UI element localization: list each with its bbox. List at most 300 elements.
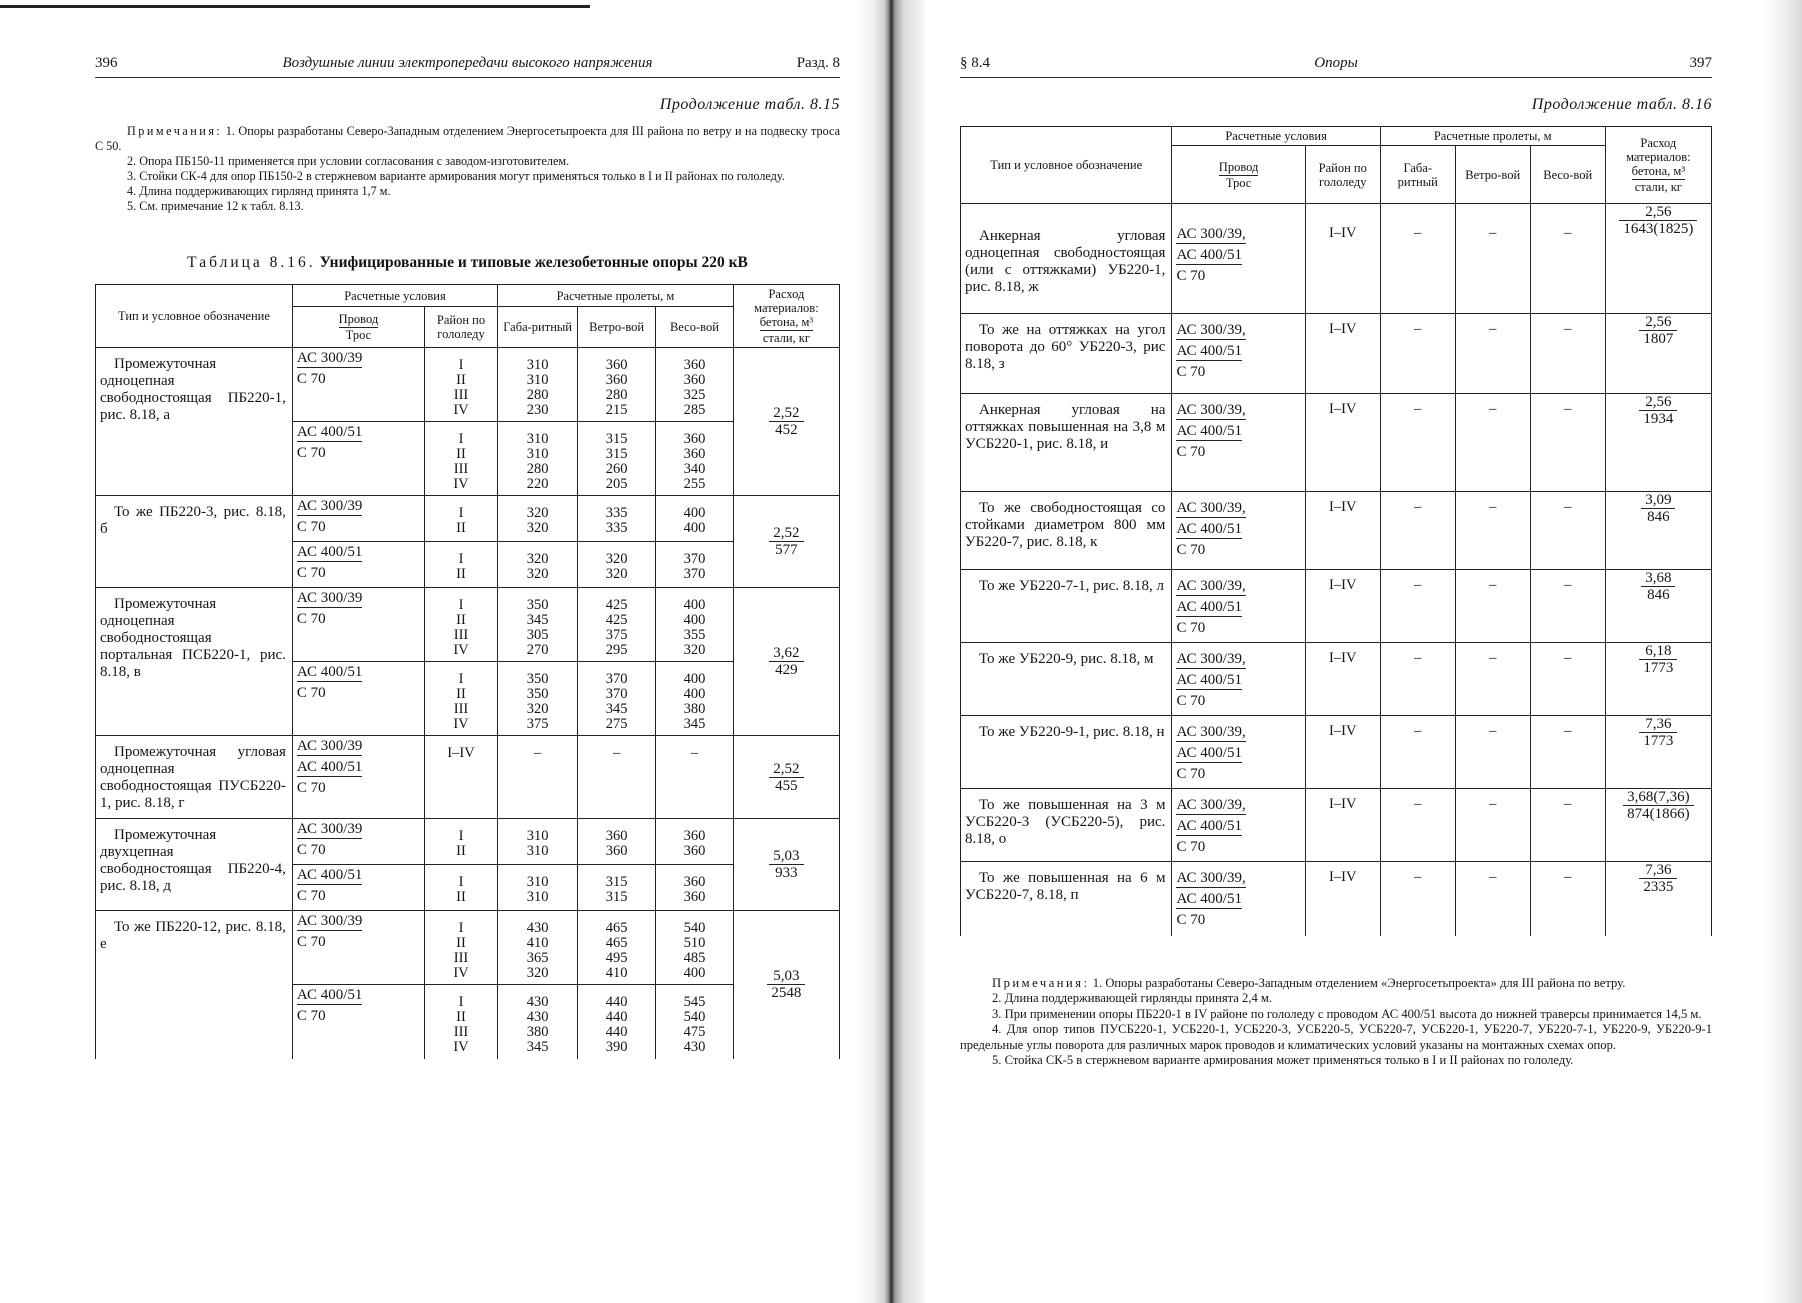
materials xyxy=(733,911,839,1059)
gabarit-span-value: 310 xyxy=(526,843,549,859)
ice-region-value: I xyxy=(458,357,464,373)
wire-line: АС 300/39 xyxy=(296,498,363,514)
weight-span-value: 485 xyxy=(683,950,706,966)
gabarit-span-value: 280 xyxy=(526,387,549,403)
weight-span-value: 325 xyxy=(683,387,706,403)
ice-region xyxy=(424,865,497,911)
gabarit-span-value: 220 xyxy=(526,476,549,492)
ice-region-value: III xyxy=(453,387,469,403)
materials xyxy=(1605,314,1711,394)
steel-value: 933 xyxy=(775,865,798,881)
left-continuation-label: Продолжение табл. 8.15 xyxy=(659,96,840,113)
support-type-text: То же свободностоящая со стойками диаметром 800 мм УБ220-7, рис. 8.18, к xyxy=(965,500,1166,550)
note-5: 5. См. примечание 12 к табл. 8.13. xyxy=(127,199,304,213)
weight-span xyxy=(656,819,734,865)
steel-value: 846 xyxy=(1647,509,1670,525)
wind-span-value: 440 xyxy=(605,1009,628,1025)
ice-region-value: I xyxy=(458,920,464,936)
materials xyxy=(1605,716,1711,789)
right-section-label: § 8.4 xyxy=(960,55,990,71)
wire-cable xyxy=(1172,204,1305,314)
weight-span-value: 360 xyxy=(683,372,706,388)
support-type xyxy=(961,204,1172,314)
r-header-wind: Ветро-вой xyxy=(1455,146,1530,204)
note-1: 1. Опоры разработаны Северо-Западным отделением Энергосетьпроекта для III района по ветру и на подвеску троса С 50. xyxy=(95,124,840,153)
steel-value: 2548 xyxy=(771,985,802,1002)
wire-cable xyxy=(292,911,424,985)
wire-line: АС 300/39, xyxy=(1176,322,1246,338)
support-type-text: Промежуточная угловая одноцепная свободностоящая ПУСБ220-1, рис. 8.18, г xyxy=(100,744,286,811)
support-type xyxy=(96,911,293,1059)
gabarit-span-value: – xyxy=(534,745,542,761)
ice-region-value: I xyxy=(458,431,464,447)
weight-span xyxy=(656,985,734,1059)
ice-region-value: II xyxy=(456,520,466,536)
ice-region-value: I–IV xyxy=(1329,321,1357,337)
ice-region xyxy=(1305,862,1380,936)
weight-span-value: 400 xyxy=(683,505,706,521)
wire-line: АС 400/51 xyxy=(1176,818,1242,834)
page-edge-shadow xyxy=(1762,0,1802,1303)
support-type xyxy=(961,789,1172,862)
wind-span-value: 275 xyxy=(605,716,628,732)
support-type-text: Промежуточная двухцепная свободностоящая ПБ220-4, рис. 8.18, д xyxy=(100,827,286,894)
wind-span-value: 205 xyxy=(605,476,628,492)
wind-span-value: 370 xyxy=(605,686,628,702)
ice-region-value: I–IV xyxy=(1329,723,1357,739)
wire-cable xyxy=(1172,789,1305,862)
right-notes xyxy=(960,976,1712,1069)
notes-label: Примечания: xyxy=(127,124,223,138)
weight-span-value: 540 xyxy=(683,1009,706,1025)
weight-span-value: 400 xyxy=(683,597,706,613)
gabarit-span-value: 430 xyxy=(526,1009,549,1025)
wire-line: АС 400/51 xyxy=(1176,599,1242,615)
wire-line: АС 400/51 xyxy=(1176,745,1242,761)
ice-region-value: I xyxy=(458,828,464,844)
dash-value: – xyxy=(1564,869,1572,885)
span-dash xyxy=(1380,394,1455,492)
gabarit-span xyxy=(498,348,578,422)
wire-line: АС 300/39 xyxy=(296,913,363,929)
ice-region-value: I–IV xyxy=(1329,650,1357,666)
gabarit-span-value: 310 xyxy=(526,372,549,388)
support-type xyxy=(961,643,1172,716)
table-row xyxy=(96,819,840,865)
wire-line: АС 400/51 xyxy=(296,867,363,883)
wire-line: АС 400/51 xyxy=(1176,343,1242,359)
dash-value: – xyxy=(1489,577,1497,593)
r-note-2: 2. Длина поддерживающей гирлянды принята 2,4 м. xyxy=(992,991,1273,1005)
dash-value: – xyxy=(1564,225,1572,241)
materials xyxy=(733,348,839,496)
dash-value: – xyxy=(1414,723,1422,739)
dash-value: – xyxy=(1564,321,1572,337)
ice-region-value: I xyxy=(458,874,464,890)
table-label: Таблица 8.16. xyxy=(187,254,316,271)
ice-region-value: III xyxy=(453,627,469,643)
wire-line: АС 400/51 xyxy=(1176,891,1242,907)
span-dash xyxy=(1380,789,1455,862)
weight-span-value: 510 xyxy=(683,935,706,951)
steel-value: 577 xyxy=(775,542,798,558)
wind-span-value: 360 xyxy=(605,843,628,859)
concrete-value: 2,52 xyxy=(769,525,803,542)
left-notes xyxy=(95,124,840,214)
wind-span xyxy=(578,865,656,911)
ice-region-value: I–IV xyxy=(1329,401,1357,417)
span-dash xyxy=(1455,789,1530,862)
wind-span xyxy=(578,422,656,496)
wire-cable xyxy=(292,865,424,911)
note-3: 3. Стойки СК-4 для опор ПБ150-2 в стержневом варианте армирования могут применяться только в I и II районах по гололеду. xyxy=(127,169,785,183)
wire-line: С 70 xyxy=(296,371,326,387)
support-type-text: То же ПБ220-3, рис. 8.18, б xyxy=(100,504,286,537)
left-table xyxy=(95,284,840,1059)
steel-value: 2335 xyxy=(1643,879,1674,895)
materials xyxy=(1605,643,1711,716)
wind-span-value: 410 xyxy=(605,965,628,981)
ice-region-value: II xyxy=(456,686,466,702)
concrete-value: 2,56 xyxy=(1639,394,1677,411)
wire-line: АС 300/39, xyxy=(1176,870,1246,886)
wire-cable xyxy=(292,542,424,588)
weight-span xyxy=(656,588,734,662)
ice-region xyxy=(1305,716,1380,789)
wire-cable xyxy=(1172,643,1305,716)
support-type xyxy=(96,819,293,911)
wind-span-value: 335 xyxy=(605,520,628,536)
wire-line: АС 300/39 xyxy=(296,821,363,837)
wire-line: С 70 xyxy=(1176,912,1206,928)
support-type-text: То же УБ220-9-1, рис. 8.18, н xyxy=(979,724,1165,740)
table-row xyxy=(961,789,1712,862)
wire-line: АС 400/51 xyxy=(296,987,363,1003)
concrete-value: 2,56 xyxy=(1619,204,1697,221)
concrete-value: 7,36 xyxy=(1639,862,1677,879)
ice-region xyxy=(1305,643,1380,716)
table-caption xyxy=(95,254,840,272)
gabarit-span-value: 410 xyxy=(526,935,549,951)
r-note-4: 4. Для опор типов ПУСБ220-1, УСБ220-1, УСБ220-3, УСБ220-5, УСБ220-7, УСБ220-1, УБ220-7, УБ220-7-1, УБ220-9, УБ220-9-1 предельные углы поворота для различных марок проводов и климатических условий указаны на монтажных схемах опор. xyxy=(960,1022,1712,1052)
gabarit-span-value: 310 xyxy=(526,357,549,373)
materials xyxy=(1605,862,1711,936)
span-dash xyxy=(1530,862,1605,936)
gabarit-span-value: 430 xyxy=(526,994,549,1010)
weight-span-value: – xyxy=(690,745,699,761)
gabarit-span-value: 320 xyxy=(526,701,549,717)
wind-span-value: 320 xyxy=(605,551,628,567)
weight-span xyxy=(656,348,734,422)
wire-line: С 70 xyxy=(296,565,326,581)
materials xyxy=(1605,394,1711,492)
ice-region-value: IV xyxy=(453,402,469,418)
gabarit-span-value: 350 xyxy=(526,686,549,702)
span-dash xyxy=(1530,492,1605,570)
gabarit-span-value: 310 xyxy=(526,889,549,905)
wire-line: АС 300/39, xyxy=(1176,724,1246,740)
gabarit-span-value: 380 xyxy=(526,1024,549,1040)
gabarit-span-value: 320 xyxy=(526,965,549,981)
ice-region-value: IV xyxy=(453,716,469,732)
ice-region-value: I–IV xyxy=(1329,225,1357,241)
ice-region xyxy=(424,662,497,736)
wire-line: АС 300/39, xyxy=(1176,402,1246,418)
weight-span-value: 360 xyxy=(683,828,706,844)
support-type-text: Анкерная угловая на оттяжках повышенная на 3,8 м УСБ220-1, рис. 8.18, и xyxy=(965,402,1166,452)
wind-span-value: 440 xyxy=(605,994,628,1010)
span-dash xyxy=(1380,716,1455,789)
weight-span-value: 430 xyxy=(683,1039,706,1055)
gabarit-span-value: 350 xyxy=(526,597,549,613)
wind-span xyxy=(578,348,656,422)
right-running-head xyxy=(960,55,1712,78)
dash-value: – xyxy=(1414,401,1422,417)
wire-line: АС 400/51 xyxy=(296,424,363,440)
fraction xyxy=(1639,314,1677,347)
table-row xyxy=(96,496,840,542)
support-type-text: То же повышенная на 6 м УСБ220-7, 8.18, п xyxy=(965,870,1166,903)
ice-region xyxy=(424,422,497,496)
dash-value: – xyxy=(1489,225,1497,241)
ice-region-value: III xyxy=(453,701,469,717)
wire-line: АС 400/51 xyxy=(1176,521,1242,537)
materials xyxy=(1605,570,1711,643)
steel-value: 1773 xyxy=(1643,733,1674,749)
weight-span-value: 380 xyxy=(683,701,706,717)
ice-region xyxy=(424,911,497,985)
span-dash xyxy=(1380,570,1455,643)
wind-span-value: 495 xyxy=(605,950,628,966)
wire-line: С 70 xyxy=(1176,444,1206,460)
ice-region-value: II xyxy=(456,843,466,859)
wire-line: С 70 xyxy=(296,780,326,796)
wire-cable xyxy=(1172,314,1305,394)
weight-span-value: 360 xyxy=(683,889,706,905)
dash-value: – xyxy=(1564,577,1572,593)
steel-value: 846 xyxy=(1647,587,1670,603)
weight-span-value: 255 xyxy=(683,476,706,492)
fraction xyxy=(1639,862,1677,895)
wind-span xyxy=(578,496,656,542)
gabarit-span xyxy=(498,819,578,865)
r-header-concrete: бетона, м³ xyxy=(1631,164,1686,178)
wire-cable xyxy=(292,819,424,865)
ice-region-value: I–IV xyxy=(1329,499,1357,515)
span-dash xyxy=(1455,643,1530,716)
wire-cable xyxy=(292,736,424,819)
concrete-value: 2,52 xyxy=(769,761,803,778)
support-type xyxy=(961,716,1172,789)
header-ice-region: Район по гололеду xyxy=(424,307,497,348)
support-type xyxy=(961,570,1172,643)
ice-region xyxy=(424,985,497,1059)
ice-region-value: IV xyxy=(453,476,469,492)
wire-line: АС 400/51 xyxy=(1176,672,1242,688)
span-dash xyxy=(1530,643,1605,716)
gabarit-span xyxy=(498,422,578,496)
ice-region xyxy=(424,348,497,422)
weight-span-value: 320 xyxy=(683,642,706,658)
span-dash xyxy=(1455,204,1530,314)
wire-line: С 70 xyxy=(296,1008,326,1024)
weight-span-value: 370 xyxy=(683,566,706,582)
gabarit-span-value: 305 xyxy=(526,627,549,643)
gabarit-span xyxy=(498,496,578,542)
gabarit-span-value: 230 xyxy=(526,402,549,418)
header-steel: стали, кг xyxy=(762,331,811,345)
steel-value: 452 xyxy=(775,422,798,438)
ice-region xyxy=(1305,204,1380,314)
weight-span-value: 400 xyxy=(683,671,706,687)
gabarit-span-value: 310 xyxy=(526,828,549,844)
gabarit-span xyxy=(498,662,578,736)
ice-region xyxy=(1305,789,1380,862)
ice-region xyxy=(424,588,497,662)
r-header-steel: стали, кг xyxy=(1634,180,1682,194)
table-row xyxy=(96,348,840,422)
r-note-1: 1. Опоры разработаны Северо-Западным отделением «Энергосетьпроекта» для III района по ветру. xyxy=(1092,975,1626,990)
wind-span-value: 295 xyxy=(605,642,628,658)
fraction xyxy=(1639,643,1677,676)
weight-span-value: 360 xyxy=(683,843,706,859)
wind-span-value: 335 xyxy=(605,505,628,521)
weight-span xyxy=(656,865,734,911)
ice-region-value: II xyxy=(456,889,466,905)
gabarit-span-value: 320 xyxy=(526,566,549,582)
span-dash xyxy=(1380,314,1455,394)
dash-value: – xyxy=(1489,869,1497,885)
dash-value: – xyxy=(1564,650,1572,666)
r-header-ice-region: Район по гололеду xyxy=(1305,146,1380,204)
wire-line: АС 300/39 xyxy=(296,350,363,366)
support-type xyxy=(961,862,1172,936)
ice-region-value: I xyxy=(458,597,464,613)
span-dash xyxy=(1455,492,1530,570)
ice-region-value: II xyxy=(456,372,466,388)
table-row xyxy=(961,570,1712,643)
table-row xyxy=(961,492,1712,570)
left-running-head xyxy=(95,55,840,78)
wind-span-value: 215 xyxy=(605,402,628,418)
gabarit-span-value: 320 xyxy=(526,551,549,567)
ice-region-value: I–IV xyxy=(1329,869,1357,885)
wire-cable xyxy=(1172,862,1305,936)
gabarit-span-value: 320 xyxy=(526,505,549,521)
span-dash xyxy=(1380,862,1455,936)
gabarit-span-value: 270 xyxy=(526,642,549,658)
wind-span-value: 425 xyxy=(605,612,628,628)
gabarit-span xyxy=(498,911,578,985)
wire-line: С 70 xyxy=(1176,620,1206,636)
wire-line: С 70 xyxy=(296,685,326,701)
dash-value: – xyxy=(1489,401,1497,417)
weight-span xyxy=(656,911,734,985)
ice-region xyxy=(1305,394,1380,492)
wire-line: АС 400/51 xyxy=(296,759,363,775)
right-table-body xyxy=(961,204,1712,936)
table-row xyxy=(961,643,1712,716)
materials xyxy=(1605,492,1711,570)
concrete-value: 3,62 xyxy=(769,645,803,662)
materials xyxy=(733,496,839,588)
weight-span xyxy=(656,496,734,542)
wind-span-value: 375 xyxy=(605,627,628,643)
weight-span xyxy=(656,662,734,736)
fraction xyxy=(1641,570,1675,603)
dash-value: – xyxy=(1564,796,1572,812)
dash-value: – xyxy=(1414,499,1422,515)
support-type-text: Промежуточная одноцепная свободностоящая портальная ПСБ220-1, рис. 8.18, в xyxy=(100,596,286,680)
wire-line: АС 300/39, xyxy=(1176,578,1246,594)
header-wire-cable: Провод Трос xyxy=(292,307,424,348)
wind-span-value: 260 xyxy=(605,461,628,477)
book-spine xyxy=(855,0,925,1303)
gabarit-span-value: 350 xyxy=(526,671,549,687)
fraction xyxy=(1639,716,1677,749)
wire-line: С 70 xyxy=(296,934,326,950)
ice-region-value: I–IV xyxy=(1329,577,1357,593)
span-dash xyxy=(1455,862,1530,936)
r-header-type: Тип и условное обозначение xyxy=(961,127,1172,204)
header-gabarit: Габа-ритный xyxy=(498,307,578,348)
materials xyxy=(1605,204,1711,314)
wire-cable xyxy=(292,588,424,662)
dash-value: – xyxy=(1489,723,1497,739)
wind-span-value: 315 xyxy=(605,874,628,890)
steel-value: 1773 xyxy=(1643,660,1674,676)
steel-value: 1934 xyxy=(1643,411,1674,427)
ice-region-value: IV xyxy=(453,1039,469,1055)
support-type-text: То же УБ220-9, рис. 8.18, м xyxy=(979,651,1154,667)
concrete-value: 6,18 xyxy=(1639,643,1677,660)
dash-value: – xyxy=(1414,577,1422,593)
dash-value: – xyxy=(1414,650,1422,666)
wire-line: АС 300/39, xyxy=(1176,500,1246,516)
table-row xyxy=(961,204,1712,314)
concrete-value: 3,68 xyxy=(1641,570,1675,587)
support-type xyxy=(961,492,1172,570)
gabarit-span-value: 345 xyxy=(526,612,549,628)
wind-span-value: 315 xyxy=(605,446,628,462)
weight-span-value: 540 xyxy=(683,920,706,936)
ice-region xyxy=(424,819,497,865)
wind-span-value: – xyxy=(613,745,621,761)
concrete-value: 3,09 xyxy=(1641,492,1675,509)
wire-line: АС 300/39, xyxy=(1176,651,1246,667)
table-row xyxy=(96,588,840,662)
gabarit-span-value: 320 xyxy=(526,520,549,536)
span-dash xyxy=(1380,643,1455,716)
wire-cable xyxy=(292,496,424,542)
ice-region-value: I–IV xyxy=(1329,796,1357,812)
wire-line: АС 400/51 xyxy=(296,664,363,680)
dash-value: – xyxy=(1564,723,1572,739)
left-page-number: 396 xyxy=(95,55,118,71)
gabarit-span-value: 310 xyxy=(526,874,549,890)
wire-cable xyxy=(292,985,424,1059)
ice-region-value: III xyxy=(453,461,469,477)
left-table-body xyxy=(96,348,840,1059)
ice-region xyxy=(1305,314,1380,394)
wind-span-value: 280 xyxy=(605,387,628,403)
r-header-design-conditions: Расчетные условия xyxy=(1172,127,1380,146)
ice-region xyxy=(1305,570,1380,643)
dash-value: – xyxy=(1414,869,1422,885)
ice-region-value: IV xyxy=(453,965,469,981)
span-dash xyxy=(1530,570,1605,643)
header-type: Тип и условное обозначение xyxy=(96,285,293,348)
